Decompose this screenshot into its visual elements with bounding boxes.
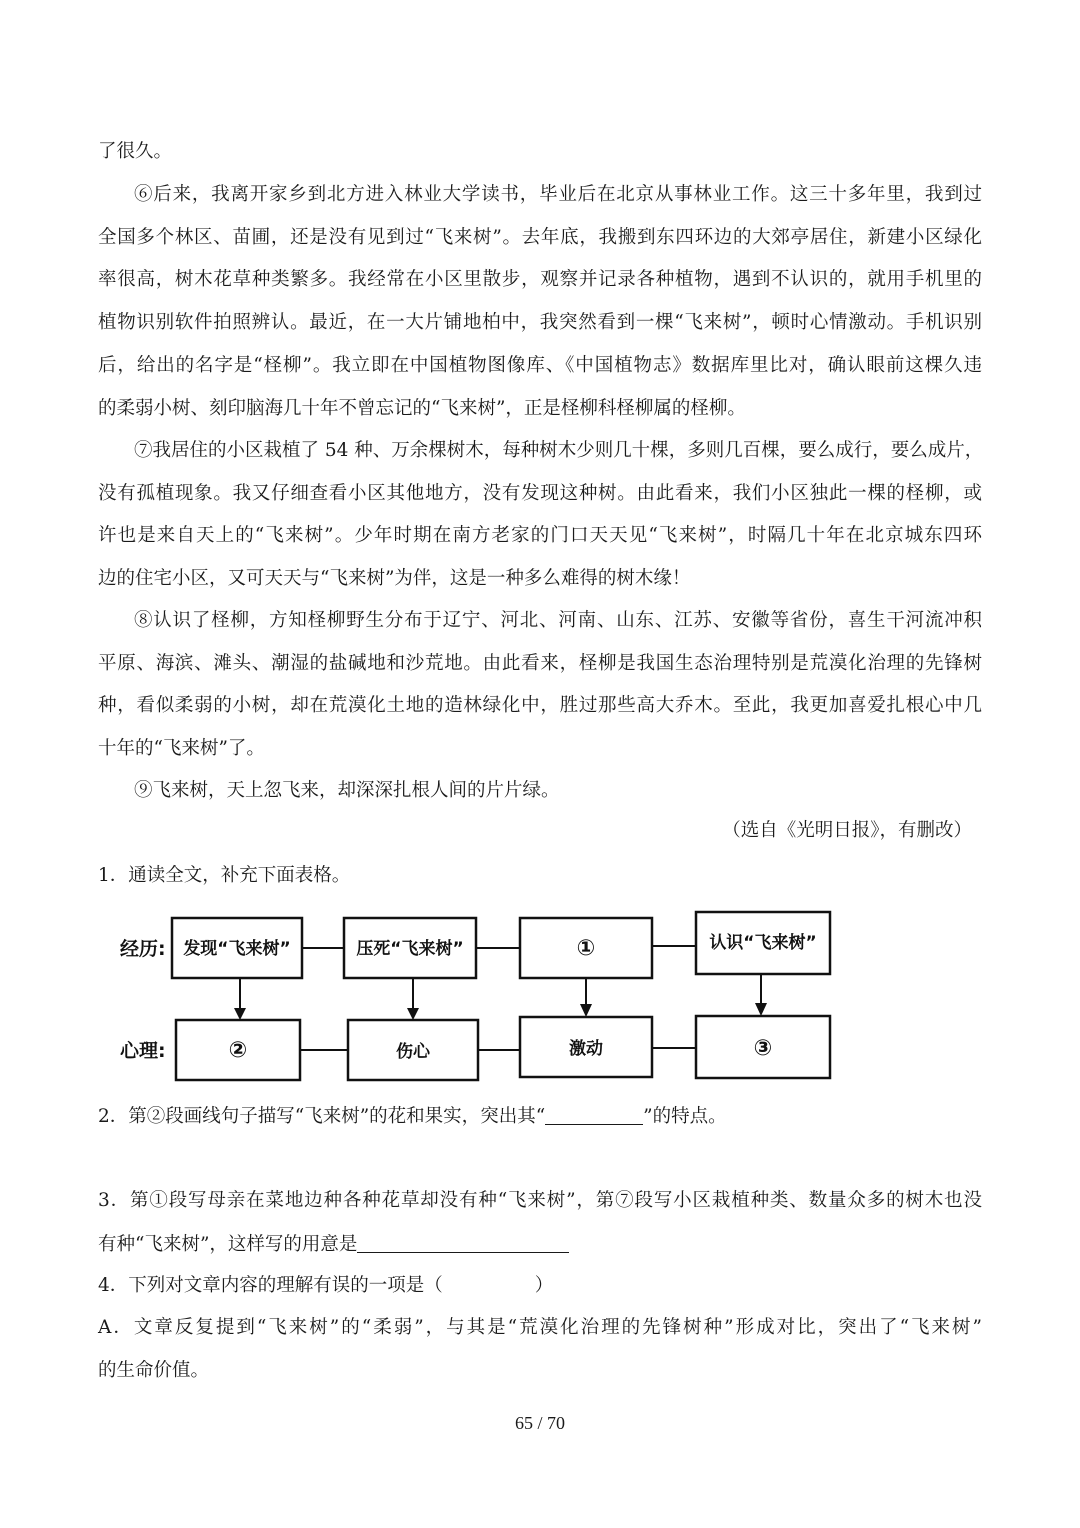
option-a-line: 的生命价值。 [98, 1360, 210, 1381]
question-2-prefix: 2．第②段画线句子描写“飞来树”的花和果实，突出其“ [98, 1106, 546, 1127]
row-label-experience: 经历: [120, 938, 166, 960]
question-3 [98, 1232, 569, 1257]
question-1: 1．通读全文，补充下面表格。 [98, 865, 351, 886]
passage-line: 后，给出的名字是“柽柳”。我立即在中国植物图像库、《中国植物志》数据库里比对，确认眼前这棵久违 [98, 355, 982, 376]
box-text: 认识“飞来树” [709, 933, 817, 953]
question-2-suffix: ”的特点。 [643, 1106, 727, 1127]
passage-line: 了很久。 [98, 141, 173, 162]
passage-line: 没有孤植现象。我又仔细查看小区其他地方，没有发现这种树。由此看来，我们小区独此一棵的柽柳，或 [98, 483, 982, 504]
answer-blank[interactable] [357, 1232, 569, 1253]
passage-line: 平原、海滨、滩头、潮湿的盐碱地和沙荒地。由此看来，柽柳是我国生态治理特别是荒漠化治理的先锋树 [98, 653, 982, 674]
question-4-text: 4．下列对文章内容的理解有误的一项是（ [98, 1275, 443, 1296]
box-text: ③ [753, 1036, 773, 1061]
passage-line: 率很高，树木花草种类繁多。我经常在小区里散步，观察并记录各种植物，遇到不认识的，就用手机里的 [98, 269, 982, 290]
passage-line: ⑧认识了柽柳，方知柽柳野生分布于辽宁、河北、河南、山东、江苏、安徽等省份，喜生干河流冲积 [134, 610, 982, 631]
passage-line: ⑥后来，我离开家乡到北方进入林业大学读书，毕业后在北京从事林业工作。这三十多年里，我到过 [134, 184, 982, 205]
box-text: 伤心 [396, 1042, 430, 1062]
question-2 [98, 1104, 727, 1129]
passage-line: 的柔弱小树、刻印脑海几十年不曾忘记的“飞来树”，正是柽柳科柽柳属的柽柳。 [98, 398, 746, 419]
passage-line: 种，看似柔弱的小树，却在荒漠化土地的造林绿化中，胜过那些高大乔木。至此，我更加喜爱扎根心中几 [98, 695, 982, 716]
flow-diagram [110, 900, 840, 1090]
passage-line: 植物识别软件拍照辨认。最近，在一大片铺地柏中，我突然看到一棵“飞来树”，顿时心情激动。手机识别 [98, 312, 982, 333]
box-text: ② [228, 1038, 248, 1063]
row-label-psychology: 心理: [120, 1040, 166, 1062]
passage-line: ⑦我居住的小区栽植了 54 种、万余棵树木，每种树木少则几十棵，多则几百棵，要么成行，要么成片， [134, 440, 984, 461]
question-4 [98, 1274, 553, 1298]
question-3-line: 3．第①段写母亲在菜地边种各种花草却没有种“飞来树”，第⑦段写小区栽植种类、数量众多的树木也没 [98, 1190, 982, 1211]
passage-line: 十年的“飞来树”了。 [98, 738, 265, 759]
box-text: ① [576, 936, 596, 961]
passage-line: 全国多个林区、苗圃，还是没有见到过“飞来树”。去年底，我搬到东四环边的大郊亭居住，新建小区绿化 [98, 227, 982, 248]
answer-blank[interactable] [545, 1104, 643, 1125]
source-citation: （选自《光明日报》，有删改） [722, 820, 972, 841]
option-a-line: A．文章反复提到“飞来树”的“柔弱”，与其是“荒漠化治理的先锋树种”形成对比，突出了“飞来树” [98, 1317, 982, 1338]
passage-line: ⑨飞来树，天上忽飞来，却深深扎根人间的片片绿。 [134, 780, 560, 801]
question-3-line: 有种“飞来树”，这样写的用意是 [98, 1234, 358, 1255]
box-text: 压死“飞来树” [356, 939, 464, 959]
passage-line: 边的住宅小区，又可天天与“飞来树”为伴，这是一种多么难得的树木缘！ [98, 568, 691, 589]
box-text: 激动 [569, 1039, 603, 1059]
box-text: 发现“飞来树” [183, 939, 291, 959]
page-number: 65 / 70 [514, 1413, 565, 1433]
question-4-close: ） [534, 1275, 554, 1296]
passage-line: 许也是来自天上的“飞来树”。少年时期在南方老家的门口天天见“飞来树”，时隔几十年在北京城东四环 [98, 525, 982, 546]
